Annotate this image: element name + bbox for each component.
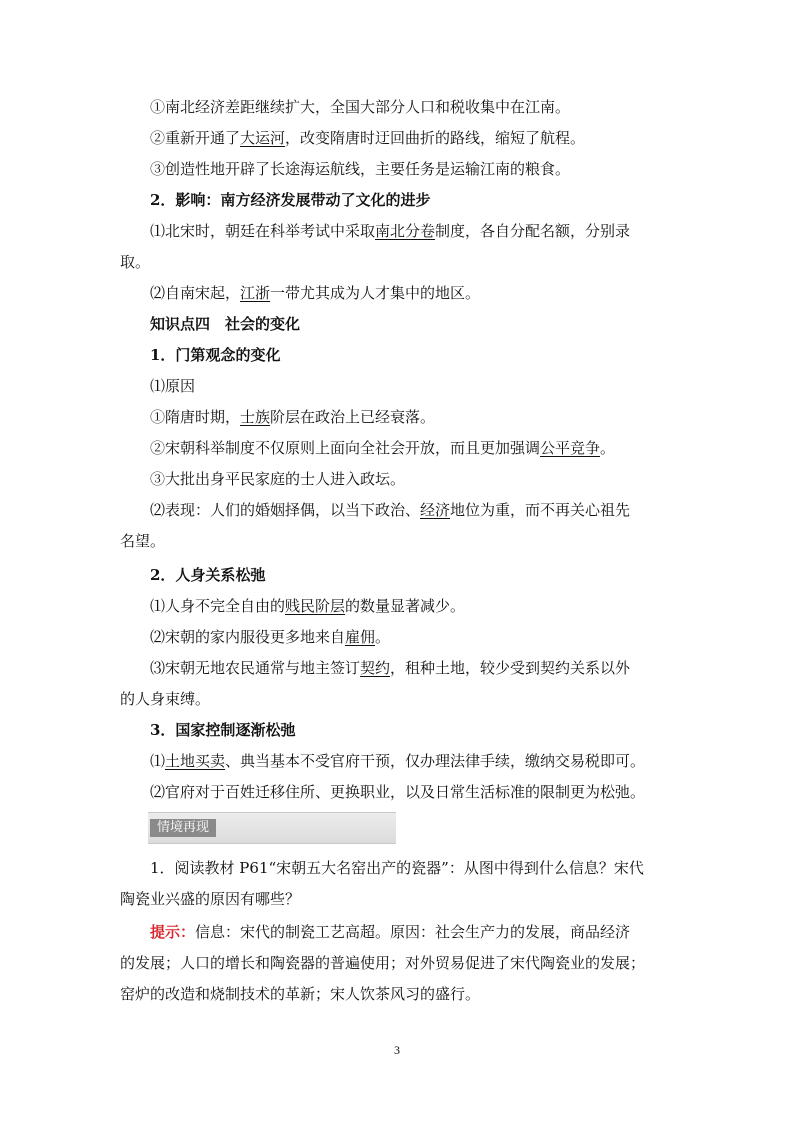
hint-text: 的发展；人口的增长和陶瓷器的普遍使用；对外贸易促进了宋代陶瓷业的发展； [120,954,646,972]
text-span: 的人身束缚。 [120,690,211,708]
paragraph-line [150,782,680,802]
underlined-answer: 土地买卖 [165,752,226,770]
text-span: ⑵自南宋起， [150,284,241,302]
text-span: ⑴人身不完全自由的 [150,597,286,615]
text-span: 一带尤其成为人才集中的地区。 [270,284,481,302]
paragraph-line [150,159,680,179]
underlined-answer: 经济 [420,501,451,519]
underlined-answer: 江浙 [240,284,271,302]
page-number: 3 [394,1043,400,1057]
text-span: ⑵官府对于百姓迁移住所、更换职业，以及日常生活标准的限制更为松弛。 [150,783,646,801]
text-span: ⑵宋朝的家内服役更多地来自 [150,628,346,646]
knowledge-point-heading [150,314,680,334]
text-span: 、典当基本不受官府干预，仅办理法律手续，缴纳交易税即可。 [225,752,646,770]
text-span: 。 [375,628,391,646]
heading-text: 知识点四 社会的变化 [150,315,301,333]
paragraph-line [120,531,680,551]
text-span: ⑵表现：人们的婚姻择偶，以当下政治、 [150,501,421,519]
paragraph-line [150,283,680,303]
paragraph-line [150,751,680,771]
scenario-banner [148,812,396,844]
question-text: 陶瓷业兴盛的原因有哪些？ [120,890,301,908]
paragraph-line [120,252,680,272]
text-span: 制度，各自分配名额，分别录 [435,222,631,240]
text-span: ①隋唐时期， [150,408,241,426]
hint-label: 提示： [150,923,196,941]
heading-text: 3．国家控制逐渐松弛 [150,721,296,739]
section-heading [150,190,680,210]
underlined-answer: 士族 [240,408,271,426]
underlined-answer: 雇佣 [345,628,376,646]
paragraph-line [150,128,680,148]
text-span: ，改变隋唐时迂回曲折的路线，缩短了航程。 [285,129,586,147]
section-heading [150,565,680,585]
underlined-answer: 契约 [360,659,391,677]
text-span: ①南北经济差距继续扩大，全国大部分人口和税收集中在江南。 [150,98,571,116]
text-span: ⑴北宋时，朝廷在科举考试中采取 [150,222,376,240]
text-span: ，租种土地，较少受到契约关系以外 [390,659,631,677]
text-span: ③创造性地开辟了长途海运航线，主要任务是运输江南的粮食。 [150,160,571,178]
heading-text: 2．影响：南方经济发展带动了文化的进步 [150,191,431,209]
section-heading [150,720,680,740]
underlined-answer: 南北分卷 [375,222,436,240]
heading-text: 2．人身关系松弛 [150,566,266,584]
paragraph-line [150,221,680,241]
underlined-answer: 公平竞争 [540,439,601,457]
text-span: ③大批出身平民家庭的士人进入政坛。 [150,470,406,488]
hint-text: 窑炉的改造和烧制技术的革新；宋人饮茶风习的盛行。 [120,985,481,1003]
paragraph-line [150,97,680,117]
text-span: 名望。 [120,532,166,550]
underlined-answer: 贱民阶层 [285,597,346,615]
paragraph-line [150,376,680,396]
heading-text: 1．门第观念的变化 [150,346,281,364]
underlined-answer: 大运河 [240,129,286,147]
text-span: 的数量显著减少。 [345,597,466,615]
paragraph-line [120,689,680,709]
text-span: 阶层在政治上已经衰落。 [270,408,436,426]
banner-label: 情境再现 [150,819,216,837]
text-span: ②重新开通了 [150,129,241,147]
paragraph-line [150,407,680,427]
paragraph-line [150,438,680,458]
paragraph-line [150,627,680,647]
paragraph-line [150,469,680,489]
text-span: ②宋朝科举制度不仅原则上面向全社会开放，而且更加强调 [150,439,541,457]
text-span: ⑶宋朝无地农民通常与地主签订 [150,659,361,677]
hint-line [120,984,680,1004]
question-line [150,858,680,878]
question-text: 1．阅读教材 P61“宋朝五大名窑出产的瓷器”：从图中得到什么信息？宋代 [150,859,644,877]
text-span: 取。 [120,253,151,271]
hint-line [120,953,680,973]
section-heading [150,345,680,365]
text-span: ⑴原因 [150,377,196,395]
text-span: 地位为重，而不再关心祖先 [450,501,631,519]
paragraph-line [150,658,680,678]
hint-text: 信息：宋代的制瓷工艺高超。原因：社会生产力的发展，商品经济 [195,923,631,941]
text-span: 。 [600,439,616,457]
paragraph-line [150,596,680,616]
question-line [120,889,680,909]
paragraph-line [150,500,680,520]
hint-line [150,922,680,942]
text-span: ⑴ [150,752,166,770]
